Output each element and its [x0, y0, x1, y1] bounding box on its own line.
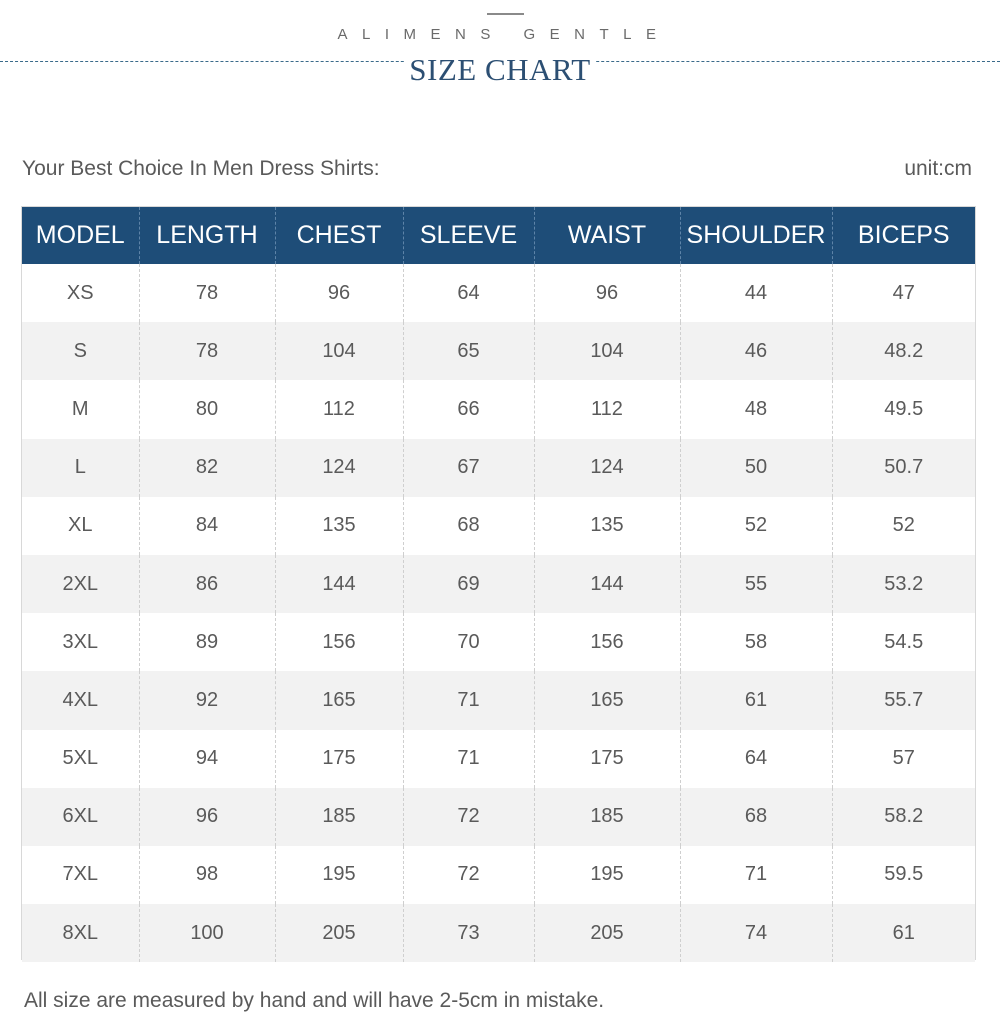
cell-shoulder: 58: [680, 613, 832, 671]
cell-chest: 104: [275, 322, 403, 380]
cell-biceps: 61: [832, 904, 975, 962]
table-row: [22, 439, 975, 497]
page-title: [0, 52, 1000, 88]
cell-shoulder: 61: [680, 671, 832, 729]
cell-sleeve: 69: [403, 555, 534, 613]
size-table-container: [21, 206, 976, 960]
cell-chest: 144: [275, 555, 403, 613]
col-header-model: MODEL: [35, 221, 125, 249]
cell-sleeve: 70: [403, 613, 534, 671]
cell-sleeve: 72: [403, 788, 534, 846]
cell-waist: 185: [534, 788, 680, 846]
cell-chest: 175: [275, 730, 403, 788]
cell-length: 100: [139, 904, 275, 962]
col-header-chest: CHEST: [275, 207, 403, 264]
cell-chest: 124: [275, 439, 403, 497]
cell-length: 78: [139, 322, 275, 380]
cell-chest: 205: [275, 904, 403, 962]
cell-length: 82: [139, 439, 275, 497]
cell-chest: 112: [275, 380, 403, 438]
cell-waist: 124: [534, 439, 680, 497]
cell-shoulder: 46: [680, 322, 832, 380]
cell-chest: 185: [275, 788, 403, 846]
col-header-biceps: BICEPS: [832, 207, 975, 264]
table-row: [22, 555, 975, 613]
page-title-text: SIZE CHART: [405, 52, 594, 87]
cell-sleeve: 71: [403, 671, 534, 729]
cell-shoulder: 44: [680, 264, 832, 322]
table-row: [22, 846, 975, 904]
cell-biceps: 54.5: [832, 613, 975, 671]
cell-length: 96: [139, 788, 275, 846]
cell-model: XS: [66, 281, 94, 304]
cell-length: 86: [139, 555, 275, 613]
cell-shoulder: 48: [680, 380, 832, 438]
cell-waist: 205: [534, 904, 680, 962]
col-header-sleeve: SLEEVE: [403, 207, 534, 264]
cell-length: 78: [139, 264, 275, 322]
cell-model: 2XL: [62, 572, 99, 595]
cell-model: XL: [68, 514, 93, 537]
cell-biceps: 47: [832, 264, 975, 322]
cell-sleeve: 73: [403, 904, 534, 962]
cell-chest: 135: [275, 497, 403, 555]
subtitle: Your Best Choice In Men Dress Shirts:: [22, 157, 380, 180]
cell-sleeve: 65: [403, 322, 534, 380]
table-body: [22, 264, 975, 962]
table-row: [22, 380, 975, 438]
col-header-shoulder: SHOULDER: [680, 207, 832, 264]
cell-sleeve: 72: [403, 846, 534, 904]
cell-model: 8XL: [62, 921, 99, 944]
table-row: [22, 613, 975, 671]
table-row: [22, 904, 975, 962]
cell-shoulder: 68: [680, 788, 832, 846]
cell-waist: 112: [534, 380, 680, 438]
cell-sleeve: 64: [403, 264, 534, 322]
measurement-note: All size are measured by hand and will have 2-5cm in mistake.: [24, 989, 605, 1012]
cell-chest: 156: [275, 613, 403, 671]
header-row: [22, 207, 975, 264]
cell-biceps: 52: [832, 497, 975, 555]
cell-model: L: [74, 456, 86, 479]
cell-chest: 165: [275, 671, 403, 729]
brand-name: ALIMENS GENTLE: [337, 26, 671, 43]
cell-waist: 96: [534, 264, 680, 322]
cell-model: 5XL: [62, 747, 99, 770]
cell-shoulder: 50: [680, 439, 832, 497]
col-header-waist: WAIST: [534, 207, 680, 264]
cell-sleeve: 71: [403, 730, 534, 788]
cell-model: M: [71, 397, 89, 420]
cell-waist: 195: [534, 846, 680, 904]
cell-biceps: 59.5: [832, 846, 975, 904]
cell-sleeve: 66: [403, 380, 534, 438]
table-header: [22, 207, 975, 264]
cell-length: 94: [139, 730, 275, 788]
cell-biceps: 53.2: [832, 555, 975, 613]
cell-waist: 135: [534, 497, 680, 555]
col-header-length: LENGTH: [139, 207, 275, 264]
table-row: [22, 264, 975, 322]
cell-length: 98: [139, 846, 275, 904]
table-row: [22, 322, 975, 380]
cell-waist: 156: [534, 613, 680, 671]
cell-model: S: [73, 339, 87, 362]
cell-model: 4XL: [62, 688, 99, 711]
cell-chest: 96: [275, 264, 403, 322]
cell-length: 92: [139, 671, 275, 729]
cell-shoulder: 74: [680, 904, 832, 962]
cell-biceps: 50.7: [832, 439, 975, 497]
cell-shoulder: 64: [680, 730, 832, 788]
cell-biceps: 48.2: [832, 322, 975, 380]
cell-waist: 104: [534, 322, 680, 380]
cell-waist: 165: [534, 671, 680, 729]
cell-biceps: 57: [832, 730, 975, 788]
cell-sleeve: 68: [403, 497, 534, 555]
cell-model: 7XL: [62, 863, 99, 886]
cell-biceps: 58.2: [832, 788, 975, 846]
cell-length: 89: [139, 613, 275, 671]
table-row: [22, 788, 975, 846]
table-row: [22, 730, 975, 788]
cell-model: 3XL: [62, 630, 99, 653]
cell-shoulder: 55: [680, 555, 832, 613]
cell-sleeve: 67: [403, 439, 534, 497]
cell-biceps: 49.5: [832, 380, 975, 438]
table-row: [22, 497, 975, 555]
size-table: [22, 207, 975, 962]
cell-length: 84: [139, 497, 275, 555]
table-row: [22, 671, 975, 729]
top-rule: [487, 13, 524, 15]
cell-waist: 175: [534, 730, 680, 788]
cell-biceps: 55.7: [832, 671, 975, 729]
cell-waist: 144: [534, 555, 680, 613]
cell-shoulder: 52: [680, 497, 832, 555]
cell-length: 80: [139, 380, 275, 438]
unit-label: unit:cm: [904, 157, 972, 180]
cell-chest: 195: [275, 846, 403, 904]
cell-model: 6XL: [62, 805, 99, 828]
cell-shoulder: 71: [680, 846, 832, 904]
